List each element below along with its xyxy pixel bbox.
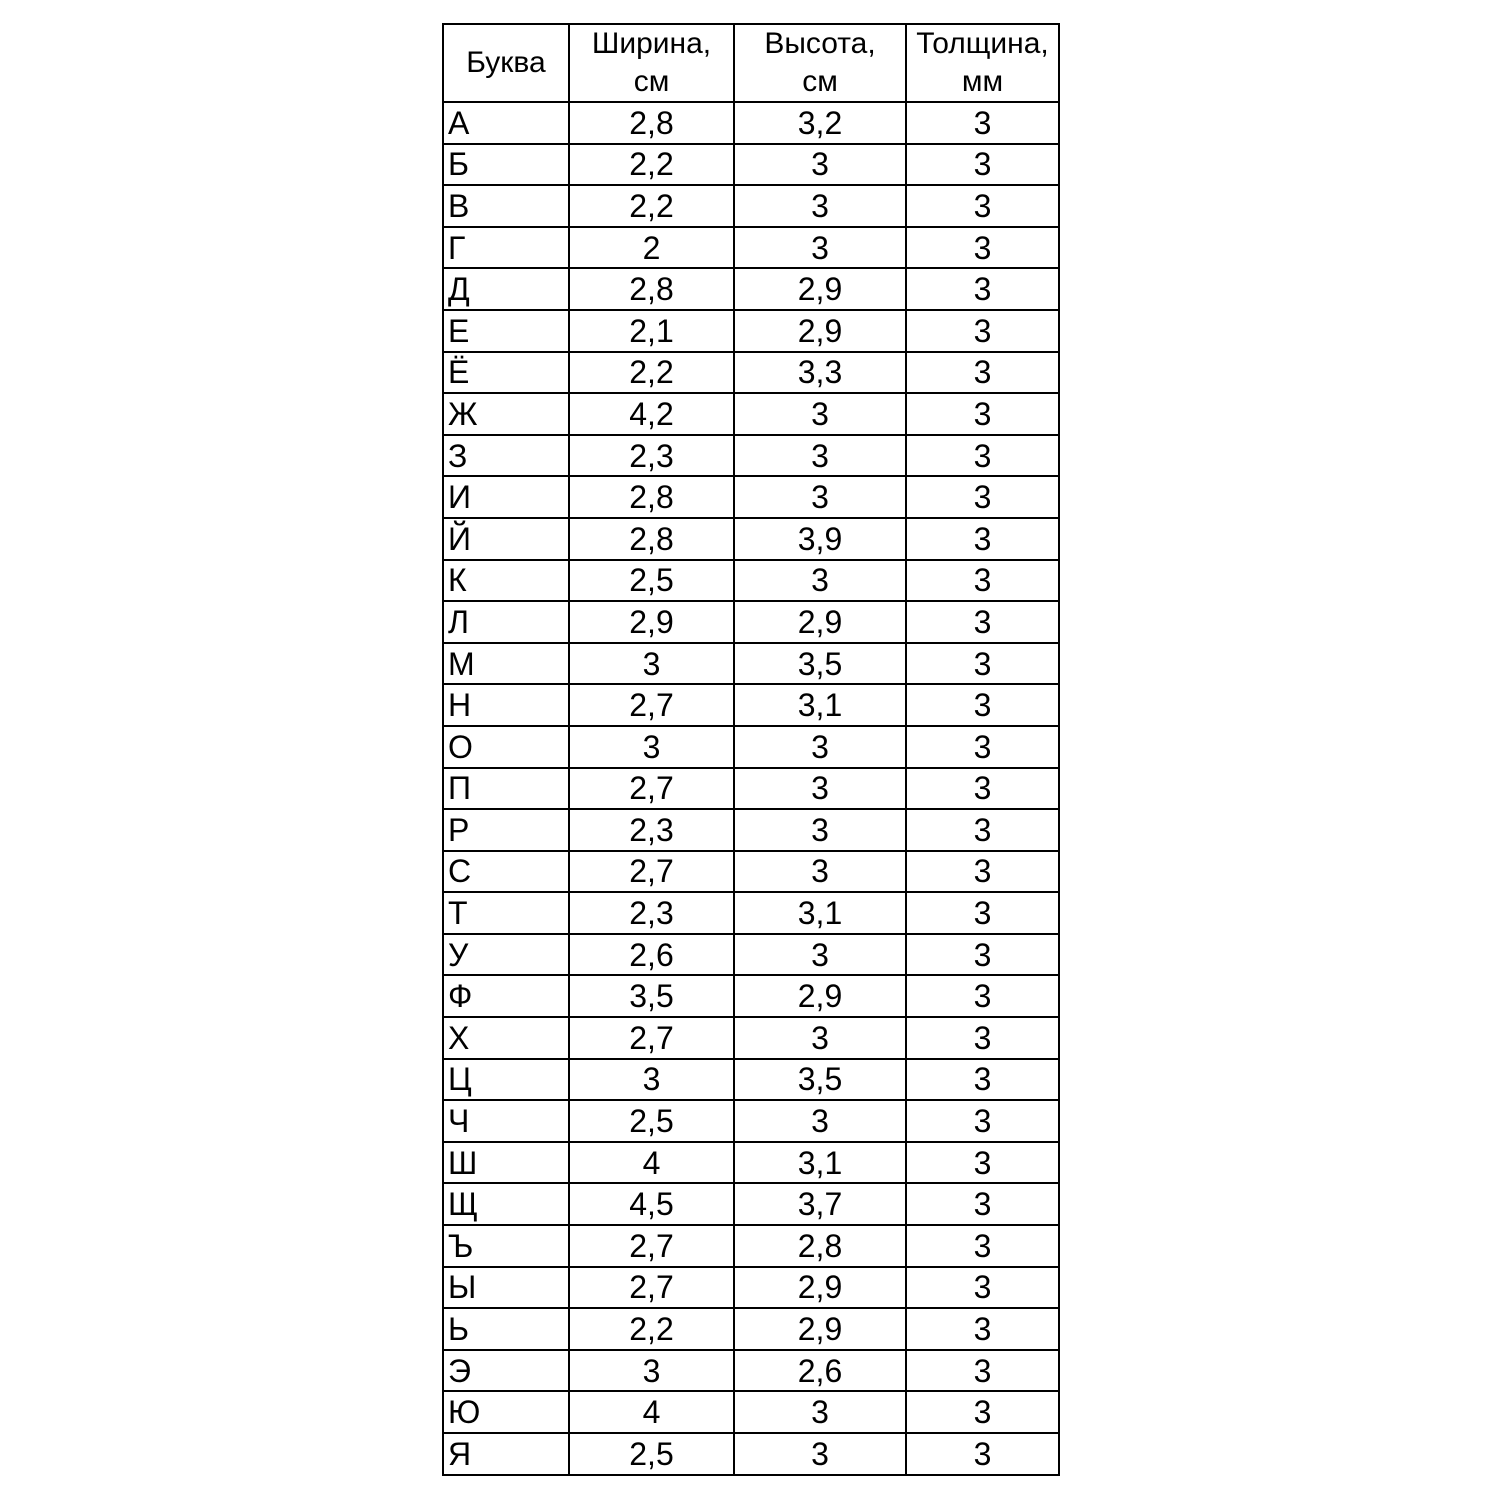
table-row xyxy=(443,601,1059,643)
cell-letter: Е xyxy=(443,310,569,352)
cell-thickness: 3 xyxy=(906,892,1059,934)
cell-width: 4,2 xyxy=(569,393,734,435)
cell-height: 3 xyxy=(734,1433,906,1475)
cell-letter: Ы xyxy=(443,1267,569,1309)
table-row xyxy=(443,393,1059,435)
cell-width: 2,5 xyxy=(569,1433,734,1475)
header-width-unit: см xyxy=(633,65,670,98)
cell-width: 2,6 xyxy=(569,934,734,976)
cell-height: 3 xyxy=(734,393,906,435)
cell-thickness: 3 xyxy=(906,1350,1059,1392)
cell-height: 3,1 xyxy=(734,1142,906,1184)
cell-thickness: 3 xyxy=(906,684,1059,726)
cell-width: 2,7 xyxy=(569,851,734,893)
table-row xyxy=(443,975,1059,1017)
table-row xyxy=(443,892,1059,934)
cell-thickness: 3 xyxy=(906,393,1059,435)
cell-thickness: 3 xyxy=(906,1308,1059,1350)
cell-height: 3 xyxy=(734,1391,906,1433)
cell-thickness: 3 xyxy=(906,268,1059,310)
table-row xyxy=(443,684,1059,726)
table-row xyxy=(443,102,1059,144)
cell-width: 3 xyxy=(569,1059,734,1101)
cell-letter: В xyxy=(443,185,569,227)
cell-width: 2,7 xyxy=(569,1225,734,1267)
cell-letter: Н xyxy=(443,684,569,726)
table-row xyxy=(443,1433,1059,1475)
cell-height: 3 xyxy=(734,726,906,768)
cell-thickness: 3 xyxy=(906,768,1059,810)
cell-width: 4 xyxy=(569,1142,734,1184)
cell-letter: Ц xyxy=(443,1059,569,1101)
table-row xyxy=(443,352,1059,394)
table-row xyxy=(443,1059,1059,1101)
table-row xyxy=(443,1267,1059,1309)
cell-thickness: 3 xyxy=(906,851,1059,893)
table-row xyxy=(443,768,1059,810)
table-row xyxy=(443,1391,1059,1433)
table-row xyxy=(443,726,1059,768)
cell-thickness: 3 xyxy=(906,809,1059,851)
cell-height: 3 xyxy=(734,185,906,227)
cell-thickness: 3 xyxy=(906,560,1059,602)
table-row xyxy=(443,643,1059,685)
table-row xyxy=(443,268,1059,310)
cell-height: 3,7 xyxy=(734,1183,906,1225)
cell-height: 2,9 xyxy=(734,310,906,352)
cell-letter: Б xyxy=(443,144,569,186)
cell-width: 4,5 xyxy=(569,1183,734,1225)
cell-height: 3,5 xyxy=(734,1059,906,1101)
cell-thickness: 3 xyxy=(906,310,1059,352)
cell-letter: И xyxy=(443,476,569,518)
cell-letter: П xyxy=(443,768,569,810)
header-letter-label: Буква xyxy=(466,46,546,79)
cell-width: 3 xyxy=(569,1350,734,1392)
cell-thickness: 3 xyxy=(906,102,1059,144)
cell-thickness: 3 xyxy=(906,975,1059,1017)
cell-width: 2,3 xyxy=(569,435,734,477)
cell-thickness: 3 xyxy=(906,1267,1059,1309)
cell-thickness: 3 xyxy=(906,352,1059,394)
cell-letter: Т xyxy=(443,892,569,934)
cell-height: 3 xyxy=(734,851,906,893)
cell-thickness: 3 xyxy=(906,144,1059,186)
cell-thickness: 3 xyxy=(906,601,1059,643)
table-row xyxy=(443,1225,1059,1267)
table-body xyxy=(443,102,1059,1475)
cell-letter: Ъ xyxy=(443,1225,569,1267)
cell-height: 3 xyxy=(734,768,906,810)
table-row xyxy=(443,560,1059,602)
cell-thickness: 3 xyxy=(906,1142,1059,1184)
cell-height: 3,3 xyxy=(734,352,906,394)
table-row xyxy=(443,1350,1059,1392)
cell-width: 2,7 xyxy=(569,1267,734,1309)
cell-width: 2,2 xyxy=(569,1308,734,1350)
table-row xyxy=(443,518,1059,560)
table-row xyxy=(443,185,1059,227)
cell-width: 2,8 xyxy=(569,476,734,518)
cell-letter: Э xyxy=(443,1350,569,1392)
header-thickness-label: Толщина, xyxy=(916,27,1049,60)
cell-letter: Г xyxy=(443,227,569,269)
header-thickness-unit: мм xyxy=(961,65,1004,98)
cell-letter: А xyxy=(443,102,569,144)
cell-height: 2,9 xyxy=(734,1267,906,1309)
cell-width: 2,7 xyxy=(569,768,734,810)
cell-letter: Й xyxy=(443,518,569,560)
table-row xyxy=(443,1017,1059,1059)
cell-thickness: 3 xyxy=(906,1100,1059,1142)
cell-width: 2,2 xyxy=(569,185,734,227)
cell-height: 3,2 xyxy=(734,102,906,144)
cell-thickness: 3 xyxy=(906,1183,1059,1225)
cell-height: 2,8 xyxy=(734,1225,906,1267)
table-row xyxy=(443,310,1059,352)
cell-width: 2,2 xyxy=(569,352,734,394)
cell-thickness: 3 xyxy=(906,1391,1059,1433)
cell-width: 2,8 xyxy=(569,102,734,144)
cell-letter: Л xyxy=(443,601,569,643)
cell-letter: Ю xyxy=(443,1391,569,1433)
cell-width: 2,8 xyxy=(569,518,734,560)
header-letter xyxy=(443,24,569,102)
header-width-label: Ширина, xyxy=(591,27,712,60)
cell-height: 3 xyxy=(734,227,906,269)
cell-height: 3,9 xyxy=(734,518,906,560)
cell-letter: Щ xyxy=(443,1183,569,1225)
cell-thickness: 3 xyxy=(906,1433,1059,1475)
cell-letter: Ь xyxy=(443,1308,569,1350)
header-height-unit: см xyxy=(802,65,838,98)
header-height-label: Высота, xyxy=(764,27,876,60)
cell-width: 2,5 xyxy=(569,560,734,602)
table-row xyxy=(443,1100,1059,1142)
cell-width: 2,8 xyxy=(569,268,734,310)
cell-thickness: 3 xyxy=(906,476,1059,518)
cell-height: 3,1 xyxy=(734,892,906,934)
cell-height: 3 xyxy=(734,476,906,518)
cell-width: 2,1 xyxy=(569,310,734,352)
cell-letter: Ё xyxy=(443,352,569,394)
cell-height: 3 xyxy=(734,809,906,851)
cell-thickness: 3 xyxy=(906,185,1059,227)
cell-width: 2,3 xyxy=(569,892,734,934)
table-row xyxy=(443,1308,1059,1350)
cell-height: 2,9 xyxy=(734,601,906,643)
table-row xyxy=(443,851,1059,893)
cell-width: 2,9 xyxy=(569,601,734,643)
cell-letter: К xyxy=(443,560,569,602)
cell-height: 3 xyxy=(734,144,906,186)
cell-letter: Ч xyxy=(443,1100,569,1142)
cell-thickness: 3 xyxy=(906,1017,1059,1059)
cell-height: 3,5 xyxy=(734,643,906,685)
table-row xyxy=(443,809,1059,851)
cell-letter: Ж xyxy=(443,393,569,435)
header-height xyxy=(734,24,906,102)
table-row xyxy=(443,476,1059,518)
table-row xyxy=(443,227,1059,269)
cell-letter: М xyxy=(443,643,569,685)
letter-dimensions-table xyxy=(442,23,1060,1476)
cell-width: 3 xyxy=(569,643,734,685)
cell-width: 2 xyxy=(569,227,734,269)
cell-height: 3 xyxy=(734,435,906,477)
cell-height: 2,6 xyxy=(734,1350,906,1392)
cell-width: 2,3 xyxy=(569,809,734,851)
cell-height: 2,9 xyxy=(734,268,906,310)
table-header-row xyxy=(443,24,1059,102)
cell-thickness: 3 xyxy=(906,435,1059,477)
table-row xyxy=(443,1142,1059,1184)
cell-letter: Ф xyxy=(443,975,569,1017)
cell-height: 3 xyxy=(734,1017,906,1059)
cell-height: 3 xyxy=(734,560,906,602)
cell-letter: Ш xyxy=(443,1142,569,1184)
cell-height: 2,9 xyxy=(734,975,906,1017)
cell-width: 4 xyxy=(569,1391,734,1433)
cell-letter: Х xyxy=(443,1017,569,1059)
cell-height: 3 xyxy=(734,1100,906,1142)
table-row xyxy=(443,934,1059,976)
cell-height: 2,9 xyxy=(734,1308,906,1350)
cell-letter: Я xyxy=(443,1433,569,1475)
cell-width: 2,2 xyxy=(569,144,734,186)
cell-width: 2,7 xyxy=(569,1017,734,1059)
cell-thickness: 3 xyxy=(906,518,1059,560)
table-row xyxy=(443,435,1059,477)
cell-letter: У xyxy=(443,934,569,976)
cell-thickness: 3 xyxy=(906,227,1059,269)
cell-thickness: 3 xyxy=(906,726,1059,768)
cell-thickness: 3 xyxy=(906,643,1059,685)
cell-height: 3,1 xyxy=(734,684,906,726)
cell-height: 3 xyxy=(734,934,906,976)
cell-width: 2,5 xyxy=(569,1100,734,1142)
table-row xyxy=(443,1183,1059,1225)
table-row xyxy=(443,144,1059,186)
cell-thickness: 3 xyxy=(906,934,1059,976)
cell-letter: Р xyxy=(443,809,569,851)
cell-letter: Д xyxy=(443,268,569,310)
cell-width: 3 xyxy=(569,726,734,768)
header-width xyxy=(569,24,734,102)
cell-width: 3,5 xyxy=(569,975,734,1017)
cell-width: 2,7 xyxy=(569,684,734,726)
cell-letter: С xyxy=(443,851,569,893)
cell-letter: О xyxy=(443,726,569,768)
cell-letter: З xyxy=(443,435,569,477)
cell-thickness: 3 xyxy=(906,1059,1059,1101)
cell-thickness: 3 xyxy=(906,1225,1059,1267)
header-thickness xyxy=(906,24,1059,102)
